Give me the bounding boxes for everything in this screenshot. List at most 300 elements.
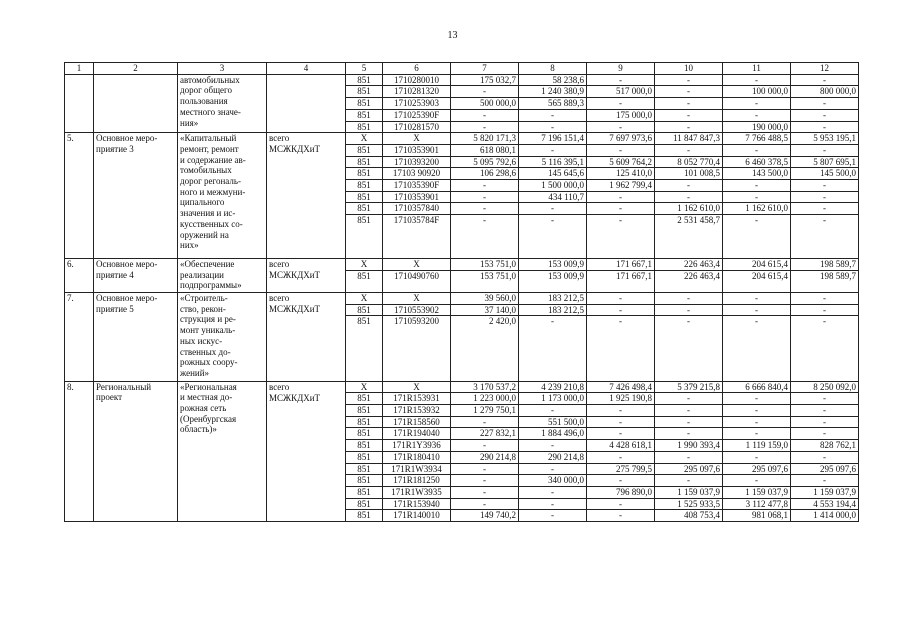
csr-code-cell: 171R180410 (383, 451, 451, 463)
amount-cell: 5 116 395,1 (519, 156, 587, 168)
gp-code-cell: 851 (346, 475, 383, 487)
amount-cell: - (587, 304, 655, 316)
amount-cell: 8 250 092,0 (791, 381, 859, 393)
amount-cell: 2 420,0 (451, 316, 519, 381)
csr-code-cell: 1710253903 (383, 98, 451, 110)
csr-code-cell: 1710353901 (383, 144, 451, 156)
amount-cell: 171 667,1 (587, 270, 655, 292)
amount-cell: 4 239 210,8 (519, 381, 587, 393)
gp-code-cell: 851 (346, 180, 383, 192)
amount-cell: 1 240 380,9 (519, 86, 587, 98)
amount-cell: - (791, 293, 859, 305)
amount-cell: - (723, 428, 791, 440)
header-cell: 11 (723, 63, 791, 75)
event-cell: Основное меро- приятие 3 (94, 133, 178, 259)
amount-cell: - (587, 510, 655, 522)
amount-cell: 517 000,0 (587, 86, 655, 98)
amount-cell: 171 667,1 (587, 258, 655, 270)
executor-cell (267, 215, 346, 259)
amount-cell: 143 500,0 (723, 168, 791, 180)
amount-cell: 7 426 498,4 (587, 381, 655, 393)
amount-cell: 618 080,1 (451, 144, 519, 156)
amount-cell: 1 884 496,0 (519, 428, 587, 440)
amount-cell: - (587, 215, 655, 259)
amount-cell: - (791, 416, 859, 428)
gp-code-cell: X (346, 381, 383, 393)
executor-cell (267, 451, 346, 463)
amount-cell: 290 214,8 (519, 451, 587, 463)
gp-code-cell: 851 (346, 74, 383, 86)
executor-cell: МСЖКДХиТ (267, 270, 346, 292)
amount-cell: 11 847 847,3 (655, 133, 723, 145)
amount-cell: - (587, 74, 655, 86)
amount-cell: 1 173 000,0 (519, 393, 587, 405)
executor-cell: всего (267, 381, 346, 393)
amount-cell: 5 820 171,3 (451, 133, 519, 145)
program-name-cell: «Обеспечение реализации подпрограммы» (178, 258, 267, 292)
amount-cell: 7 196 151,4 (519, 133, 587, 145)
amount-cell: - (655, 416, 723, 428)
amount-cell: - (791, 393, 859, 405)
gp-code-cell: 851 (346, 486, 383, 498)
amount-cell: 295 097,6 (723, 463, 791, 475)
gp-code-cell: 851 (346, 168, 383, 180)
amount-cell: 4 428 618,1 (587, 440, 655, 452)
gp-code-cell: X (346, 258, 383, 270)
amount-cell: - (723, 293, 791, 305)
amount-cell: - (723, 109, 791, 121)
amount-cell: - (791, 203, 859, 215)
amount-cell: - (519, 440, 587, 452)
amount-cell: 5 095 792,6 (451, 156, 519, 168)
table-row (65, 258, 859, 270)
csr-code-cell: 1710281320 (383, 86, 451, 98)
amount-cell: - (655, 180, 723, 192)
csr-code-cell: 171035784F (383, 215, 451, 259)
csr-code-cell: 171R181250 (383, 475, 451, 487)
executor-cell: МСЖКДХиТ (267, 304, 346, 316)
amount-cell: - (587, 475, 655, 487)
amount-cell: 295 097,6 (791, 463, 859, 475)
amount-cell: - (587, 98, 655, 110)
amount-cell: - (655, 316, 723, 381)
amount-cell: 58 238,6 (519, 74, 587, 86)
amount-cell: - (791, 215, 859, 259)
gp-code-cell: 851 (346, 86, 383, 98)
amount-cell: 290 214,8 (451, 451, 519, 463)
header-cell: 6 (383, 63, 451, 75)
executor-cell (267, 74, 346, 86)
csr-code-cell: 171R158560 (383, 416, 451, 428)
amount-cell: - (723, 451, 791, 463)
amount-cell: - (791, 316, 859, 381)
amount-cell: 340 000,0 (519, 475, 587, 487)
amount-cell: - (655, 86, 723, 98)
gp-code-cell: 851 (346, 451, 383, 463)
amount-cell: 1 162 610,0 (723, 203, 791, 215)
amount-cell: 1 159 037,9 (655, 486, 723, 498)
executor-cell (267, 475, 346, 487)
csr-code-cell: 1710490760 (383, 270, 451, 292)
amount-cell: 226 463,4 (655, 270, 723, 292)
amount-cell: 175 032,7 (451, 74, 519, 86)
amount-cell: - (723, 144, 791, 156)
amount-cell: - (655, 144, 723, 156)
table-row (65, 293, 859, 305)
program-name-cell: «Капитальный ремонт, ремонт и содержание ав- томобильных дорог регональ- ного и межмуни- ципального значения и ис- кусственных со- оружений на них» (178, 133, 267, 259)
amount-cell: 149 740,2 (451, 510, 519, 522)
amount-cell: 1 525 933,5 (655, 498, 723, 510)
amount-cell: 153 009,9 (519, 270, 587, 292)
amount-cell: - (723, 191, 791, 203)
amount-cell: 4 553 194,4 (791, 498, 859, 510)
table-row (65, 74, 859, 86)
csr-code-cell: 1710280010 (383, 74, 451, 86)
amount-cell: - (655, 405, 723, 417)
amount-cell: - (451, 215, 519, 259)
csr-code-cell: X (383, 381, 451, 393)
row-number-cell (65, 74, 94, 133)
csr-code-cell: 1710393200 (383, 156, 451, 168)
amount-cell: - (655, 74, 723, 86)
amount-cell: - (791, 451, 859, 463)
amount-cell: - (655, 304, 723, 316)
amount-cell: 1 162 610,0 (655, 203, 723, 215)
amount-cell: 800 000,0 (791, 86, 859, 98)
executor-cell (267, 121, 346, 133)
executor-cell (267, 316, 346, 381)
amount-cell: - (791, 98, 859, 110)
csr-code-cell: 171R153931 (383, 393, 451, 405)
amount-cell: - (519, 486, 587, 498)
executor-cell (267, 486, 346, 498)
executor-cell (267, 203, 346, 215)
program-name-cell: автомобильных дорог общего пользования местного значе- ния» (178, 74, 267, 133)
csr-code-cell: 171R1W3935 (383, 486, 451, 498)
amount-cell: - (519, 510, 587, 522)
amount-cell: 204 615,4 (723, 258, 791, 270)
amount-cell: 1 414 000,0 (791, 510, 859, 522)
executor-cell: всего (267, 133, 346, 145)
executor-cell: МСЖКДХиТ (267, 393, 346, 405)
amount-cell: - (723, 74, 791, 86)
amount-cell: - (451, 203, 519, 215)
executor-cell (267, 510, 346, 522)
executor-cell (267, 405, 346, 417)
amount-cell: - (655, 191, 723, 203)
amount-cell: 100 000,0 (723, 86, 791, 98)
amount-cell: 2 531 458,7 (655, 215, 723, 259)
amount-cell: - (723, 393, 791, 405)
amount-cell: - (451, 191, 519, 203)
amount-cell: 1 962 799,4 (587, 180, 655, 192)
header-cell: 12 (791, 63, 859, 75)
header-cell: 2 (94, 63, 178, 75)
amount-cell: 295 097,6 (655, 463, 723, 475)
header-cell: 7 (451, 63, 519, 75)
csr-code-cell: 171025390F (383, 109, 451, 121)
amount-cell: 1 223 000,0 (451, 393, 519, 405)
executor-cell (267, 156, 346, 168)
amount-cell: 145 500,0 (791, 168, 859, 180)
amount-cell: - (519, 405, 587, 417)
amount-cell: - (655, 451, 723, 463)
amount-cell: - (723, 416, 791, 428)
amount-cell: - (451, 416, 519, 428)
amount-cell: 828 762,1 (791, 440, 859, 452)
amount-cell: 5 807 695,1 (791, 156, 859, 168)
amount-cell: - (519, 498, 587, 510)
amount-cell: 3 112 477,8 (723, 498, 791, 510)
gp-code-cell: 851 (346, 98, 383, 110)
amount-cell: - (451, 86, 519, 98)
amount-cell: - (519, 463, 587, 475)
executor-cell (267, 168, 346, 180)
executor-cell: всего (267, 258, 346, 270)
gp-code-cell: 851 (346, 121, 383, 133)
gp-code-cell: X (346, 133, 383, 145)
amount-cell: - (723, 215, 791, 259)
event-cell: Региональный проект (94, 381, 178, 521)
amount-cell: - (791, 144, 859, 156)
amount-cell: 183 212,5 (519, 293, 587, 305)
amount-cell: - (519, 316, 587, 381)
amount-cell: - (519, 144, 587, 156)
amount-cell: 125 410,0 (587, 168, 655, 180)
gp-code-cell: 851 (346, 191, 383, 203)
amount-cell: 5 609 764,2 (587, 156, 655, 168)
amount-cell: - (519, 215, 587, 259)
csr-code-cell: 171R1Y3936 (383, 440, 451, 452)
page-number: 13 (447, 30, 458, 41)
amount-cell: 145 645,6 (519, 168, 587, 180)
csr-code-cell: X (383, 293, 451, 305)
amount-cell: 227 832,1 (451, 428, 519, 440)
gp-code-cell: 851 (346, 428, 383, 440)
amount-cell: 6 460 378,5 (723, 156, 791, 168)
row-number-cell: 7. (65, 293, 94, 382)
executor-cell: всего (267, 293, 346, 305)
amount-cell: - (587, 405, 655, 417)
amount-cell: - (723, 180, 791, 192)
gp-code-cell: 851 (346, 316, 383, 381)
amount-cell: 226 463,4 (655, 258, 723, 270)
amount-cell: - (451, 109, 519, 121)
amount-cell: 190 000,0 (723, 121, 791, 133)
amount-cell: - (519, 121, 587, 133)
csr-code-cell: X (383, 133, 451, 145)
amount-cell: 1 119 159,0 (723, 440, 791, 452)
event-cell (94, 74, 178, 133)
gp-code-cell: 851 (346, 440, 383, 452)
executor-cell (267, 86, 346, 98)
executor-cell: МСЖКДХиТ (267, 144, 346, 156)
amount-cell: - (587, 416, 655, 428)
table-row (65, 133, 859, 145)
event-cell: Основное меро- приятие 4 (94, 258, 178, 292)
amount-cell: 408 753,4 (655, 510, 723, 522)
amount-cell: 8 052 770,4 (655, 156, 723, 168)
amount-cell: 37 140,0 (451, 304, 519, 316)
amount-cell: 1 159 037,9 (791, 486, 859, 498)
amount-cell: - (451, 463, 519, 475)
header-cell: 1 (65, 63, 94, 75)
amount-cell: - (791, 304, 859, 316)
header-cell: 3 (178, 63, 267, 75)
amount-cell: - (791, 74, 859, 86)
amount-cell: 981 068,1 (723, 510, 791, 522)
amount-cell: - (587, 428, 655, 440)
amount-cell: - (451, 498, 519, 510)
header-cell: 8 (519, 63, 587, 75)
amount-cell: 106 298,6 (451, 168, 519, 180)
csr-code-cell: 1710281570 (383, 121, 451, 133)
executor-cell (267, 109, 346, 121)
amount-cell: - (587, 203, 655, 215)
amount-cell: 7 766 488,5 (723, 133, 791, 145)
csr-code-cell: X (383, 258, 451, 270)
amount-cell: 275 799,5 (587, 463, 655, 475)
csr-code-cell: 171R153932 (383, 405, 451, 417)
csr-code-cell: 1710553902 (383, 304, 451, 316)
gp-code-cell: 851 (346, 405, 383, 417)
amount-cell: 565 889,3 (519, 98, 587, 110)
amount-cell: 153 009,9 (519, 258, 587, 270)
row-number-cell: 8. (65, 381, 94, 521)
amount-cell: - (791, 405, 859, 417)
amount-cell: 5 953 195,1 (791, 133, 859, 145)
amount-cell: 434 110,7 (519, 191, 587, 203)
gp-code-cell: 851 (346, 416, 383, 428)
amount-cell: - (587, 451, 655, 463)
amount-cell: - (451, 440, 519, 452)
amount-cell: - (655, 393, 723, 405)
amount-cell: - (451, 475, 519, 487)
gp-code-cell: 851 (346, 203, 383, 215)
csr-code-cell: 171R153940 (383, 498, 451, 510)
gp-code-cell: 851 (346, 510, 383, 522)
amount-cell: 7 697 973,6 (587, 133, 655, 145)
gp-code-cell: 851 (346, 109, 383, 121)
amount-cell: - (451, 121, 519, 133)
csr-code-cell: 171R194040 (383, 428, 451, 440)
amount-cell: 796 890,0 (587, 486, 655, 498)
amount-cell: 1 500 000,0 (519, 180, 587, 192)
amount-cell: - (723, 304, 791, 316)
amount-cell: - (723, 98, 791, 110)
header-cell: 10 (655, 63, 723, 75)
amount-cell: 153 751,0 (451, 258, 519, 270)
amount-cell: 500 000,0 (451, 98, 519, 110)
amount-cell: 204 615,4 (723, 270, 791, 292)
event-cell: Основное меро- приятие 5 (94, 293, 178, 382)
gp-code-cell: 851 (346, 270, 383, 292)
amount-cell: - (791, 475, 859, 487)
amount-cell: - (791, 121, 859, 133)
program-name-cell: «Региональная и местная до- рожная сеть (Оренбургская область)» (178, 381, 267, 521)
amount-cell: - (655, 98, 723, 110)
gp-code-cell: 851 (346, 463, 383, 475)
amount-cell: 551 500,0 (519, 416, 587, 428)
executor-cell (267, 440, 346, 452)
amount-cell: - (791, 428, 859, 440)
amount-cell: 1 159 037,9 (723, 486, 791, 498)
amount-cell: - (451, 180, 519, 192)
amount-cell: 183 212,5 (519, 304, 587, 316)
executor-cell (267, 498, 346, 510)
csr-code-cell: 1710357840 (383, 203, 451, 215)
amount-cell: - (655, 428, 723, 440)
executor-cell (267, 416, 346, 428)
csr-code-cell: 17103 90920 (383, 168, 451, 180)
amount-cell: - (519, 109, 587, 121)
amount-cell: - (655, 475, 723, 487)
executor-cell (267, 463, 346, 475)
amount-cell: 153 751,0 (451, 270, 519, 292)
gp-code-cell: X (346, 293, 383, 305)
header-cell: 9 (587, 63, 655, 75)
amount-cell: - (587, 121, 655, 133)
amount-cell: - (791, 180, 859, 192)
amount-cell: 198 589,7 (791, 258, 859, 270)
amount-cell: 1 990 393,4 (655, 440, 723, 452)
budget-table (64, 62, 859, 522)
amount-cell: - (723, 316, 791, 381)
gp-code-cell: 851 (346, 393, 383, 405)
executor-cell (267, 180, 346, 192)
amount-cell: - (723, 405, 791, 417)
amount-cell: - (587, 191, 655, 203)
amount-cell: 5 379 215,8 (655, 381, 723, 393)
gp-code-cell: 851 (346, 156, 383, 168)
amount-cell: 6 666 840,4 (723, 381, 791, 393)
amount-cell: 198 589,7 (791, 270, 859, 292)
amount-cell: 175 000,0 (587, 109, 655, 121)
csr-code-cell: 1710353901 (383, 191, 451, 203)
program-name-cell: «Строитель- ство, рекон- струкция и ре- монт уникаль- ных искус- ственных до- рожных соору- жений» (178, 293, 267, 382)
amount-cell: 101 008,5 (655, 168, 723, 180)
amount-cell: - (655, 121, 723, 133)
gp-code-cell: 851 (346, 498, 383, 510)
row-number-cell: 6. (65, 258, 94, 292)
amount-cell: - (587, 293, 655, 305)
csr-code-cell: 171035390F (383, 180, 451, 192)
amount-cell: - (587, 316, 655, 381)
csr-code-cell: 171R140010 (383, 510, 451, 522)
amount-cell: 1 925 190,8 (587, 393, 655, 405)
gp-code-cell: 851 (346, 144, 383, 156)
header-row (65, 63, 859, 75)
row-number-cell: 5. (65, 133, 94, 259)
csr-code-cell: 171R1W3934 (383, 463, 451, 475)
gp-code-cell: 851 (346, 304, 383, 316)
header-cell: 4 (267, 63, 346, 75)
header-cell: 5 (346, 63, 383, 75)
amount-cell: 3 170 537,2 (451, 381, 519, 393)
executor-cell (267, 191, 346, 203)
amount-cell: - (655, 109, 723, 121)
table-row (65, 381, 859, 393)
amount-cell: - (519, 203, 587, 215)
executor-cell (267, 98, 346, 110)
amount-cell: - (791, 109, 859, 121)
amount-cell: - (723, 475, 791, 487)
amount-cell: - (655, 293, 723, 305)
amount-cell: - (587, 498, 655, 510)
amount-cell: - (451, 486, 519, 498)
amount-cell: 39 560,0 (451, 293, 519, 305)
amount-cell: - (791, 191, 859, 203)
